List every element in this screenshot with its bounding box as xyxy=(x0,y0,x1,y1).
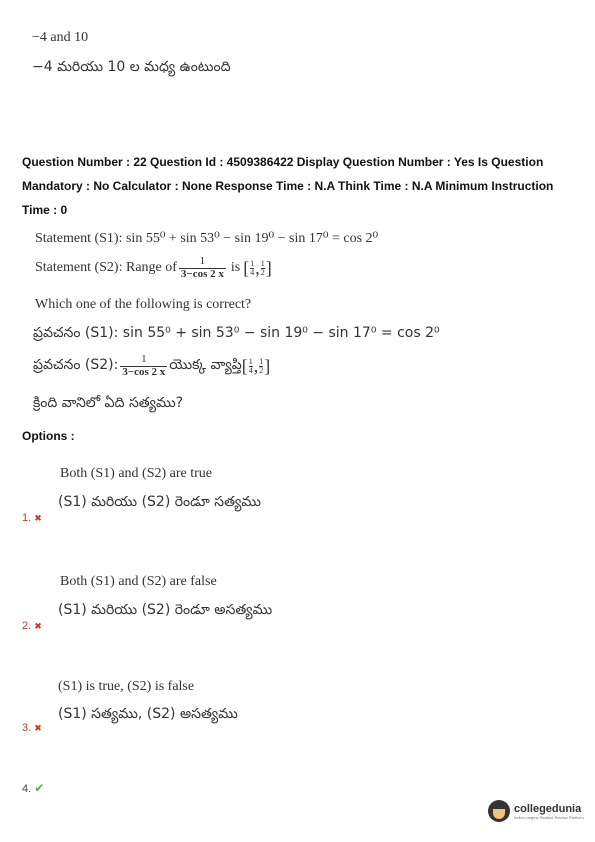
prev-option-english: −4 and 10 xyxy=(32,30,89,45)
range-interval-telugu: [ $\frac{1}{4}$ , $\frac{1}{2}$ ] xyxy=(241,355,271,376)
which-english: Which one of the following is correct? xyxy=(35,297,252,312)
statement-s2-telugu xyxy=(33,354,270,378)
option-1-english: Both (S1) and (S2) are true xyxy=(60,466,213,481)
statement-s2-prefix: Statement (S2): Range of xyxy=(35,260,177,276)
option-4-number[interactable]: 4. ✔ xyxy=(22,781,45,795)
option-1-number[interactable]: 1. ✖ xyxy=(22,512,42,524)
statement-s2-english xyxy=(35,256,272,280)
s2-fraction-numerator: 1 xyxy=(199,255,206,267)
option-3-number[interactable]: 3. ✖ xyxy=(22,722,42,734)
statement-s1-english: Statement (S1): sin 55⁰ + sin 53⁰ − sin 19⁰ − sin 17⁰ = cos 2⁰ xyxy=(35,231,379,246)
logo-tagline: India's largest Student Review Platform xyxy=(514,814,584,820)
option-2-number[interactable]: 2. ✖ xyxy=(22,620,42,632)
wrong-icon: ✖ xyxy=(34,513,42,523)
wrong-icon: ✖ xyxy=(34,621,42,631)
statement-s1-telugu: ప్రవచనం (S1): sin 55⁰ + sin 53⁰ − sin 19⁰ − sin 17⁰ = cos 2⁰ xyxy=(33,325,440,341)
range-interval: [ $\frac{1}{4}$ , $\frac{1}{2}$ ] xyxy=(243,257,272,278)
logo-name: collegedunia xyxy=(514,802,582,815)
s2-fraction-denominator: 3−cos 2 x xyxy=(180,267,224,280)
s2-fraction xyxy=(179,256,226,280)
option-1-telugu: (S1) మరియు (S2) రెండూ సత్యము xyxy=(58,494,262,510)
range-upper: $\frac{1}{2}$ xyxy=(260,258,265,277)
option-2-telugu: (S1) మరియు (S2) రెండూ అసత్యము xyxy=(58,602,273,618)
question-header-line2: Mandatory : No Calculator : None Response Time : N.A Think Time : N.A Minimum Instruction xyxy=(22,179,554,193)
collegedunia-logo xyxy=(488,800,584,822)
which-telugu: క్రింది వానిలో ఏది సత్యము? xyxy=(33,395,184,411)
option-3-english: (S1) is true, (S2) is false xyxy=(58,679,195,694)
wrong-icon: ✖ xyxy=(34,723,42,733)
question-header-line3: Time : 0 xyxy=(22,203,68,217)
option-2-english: Both (S1) and (S2) are false xyxy=(60,574,217,589)
question-header-line1: Question Number : 22 Question Id : 4509386422 Display Question Number : Yes Is Question xyxy=(22,155,544,169)
correct-icon: ✔ xyxy=(34,781,45,795)
options-label: Options : xyxy=(22,429,75,443)
statement-s2-is: is xyxy=(230,260,241,276)
option-3-telugu: (S1) సత్యము, (S2) అసత్యము xyxy=(58,706,238,722)
mascot-icon xyxy=(488,800,510,822)
prev-option-telugu: −4 మరియు 10 ల మధ్య ఉంటుంది xyxy=(32,59,231,75)
statement-s2-telugu-range: యొక్క వ్యాప్తి xyxy=(169,356,242,373)
s2-telugu-fraction: $\frac{1}{3-\cos 2 x}$ xyxy=(122,353,166,378)
range-lower: $\frac{1}{4}$ xyxy=(250,258,255,277)
statement-s2-telugu-prefix: ప్రవచనం (S2): xyxy=(33,356,119,373)
